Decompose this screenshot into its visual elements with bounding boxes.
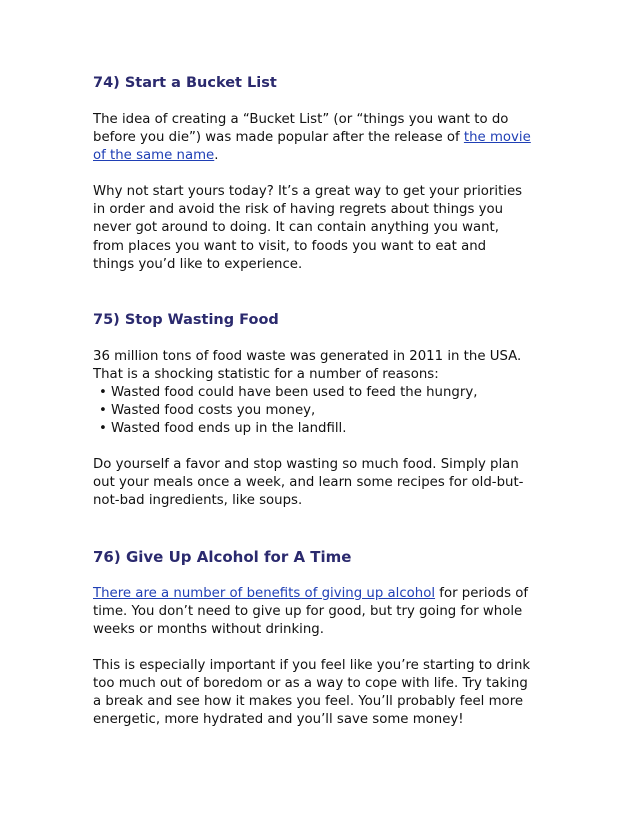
movie-link-continued[interactable]: of the same name [93,148,215,164]
text-line: The idea of creating a “Bucket List” (or “things you want to do [93,112,509,127]
text-line [93,147,563,165]
text-line: things you’d like to experience. [93,256,303,272]
list-item-text: Wasted food could have been used to feed the hungry, [111,384,478,400]
text-line: weeks or months without drinking. [93,621,324,637]
bullet-icon: • [99,421,107,437]
bullet-list [93,384,563,438]
text-line: too much out of boredom or as a way to cope with life. Try taking [93,675,528,691]
section-heading: 74) Start a Bucket List [93,75,277,91]
list-item-text: Wasted food costs you money, [111,403,316,419]
text-line: in order and avoid the risk of having regrets about things you [93,202,504,218]
text-line: Why not start yours today? It’s a great way to get your priorities [93,184,523,200]
text-line: That is a shocking statistic for a number of reasons: [93,366,439,382]
bullet-icon: • [99,384,107,400]
section-stop-wasting-food [93,310,563,511]
text-line: out your meals once a week, and learn some recipes for old-but- [93,475,524,491]
section-spacer [93,292,563,310]
paragraph [93,456,563,510]
paragraph [93,657,563,729]
section-spacer [93,529,563,547]
paragraph [93,111,563,165]
text-line: Do yourself a favor and stop wasting so much food. Simply plan [93,457,519,473]
section-give-up-alcohol [93,547,563,730]
text-line: never got around to doing. It can contain anything you want, [93,220,499,236]
list-item [93,384,563,402]
list-item [93,420,563,438]
text-span: for periods of [435,585,529,601]
text-span: . [214,148,219,164]
text-line [93,129,563,147]
alcohol-benefits-link[interactable]: There are a number of benefits of giving up alcohol [93,585,436,601]
list-item [93,402,563,420]
text-line: energetic, more hydrated and you’ll save some money! [93,712,464,728]
section-bucket-list [93,73,563,274]
text-line: a break and see how it makes you feel. You’ll probably feel more [93,693,524,709]
text-line: time. You don’t need to give up for good, but try going for whole [93,603,523,619]
text-line: not-bad ingredients, like soups. [93,493,303,509]
text-line: 36 million tons of food waste was generated in 2011 in the USA. [93,348,522,364]
paragraph [93,348,563,438]
text-line [93,585,563,603]
bullet-icon: • [99,403,107,419]
section-heading: 76) Give Up Alcohol for A Time [93,547,352,566]
text-span: before you die”) was made popular after the release of [93,130,464,146]
section-heading: 75) Stop Wasting Food [93,311,279,328]
text-line: This is especially important if you feel like you’re starting to drink [93,657,531,673]
list-item-text: Wasted food ends up in the landfill. [111,421,347,437]
document-page [93,73,563,747]
paragraph [93,585,563,639]
paragraph [93,183,563,273]
movie-link[interactable]: the movie [463,130,531,146]
text-line: from places you want to visit, to foods you want to eat and [93,238,487,254]
